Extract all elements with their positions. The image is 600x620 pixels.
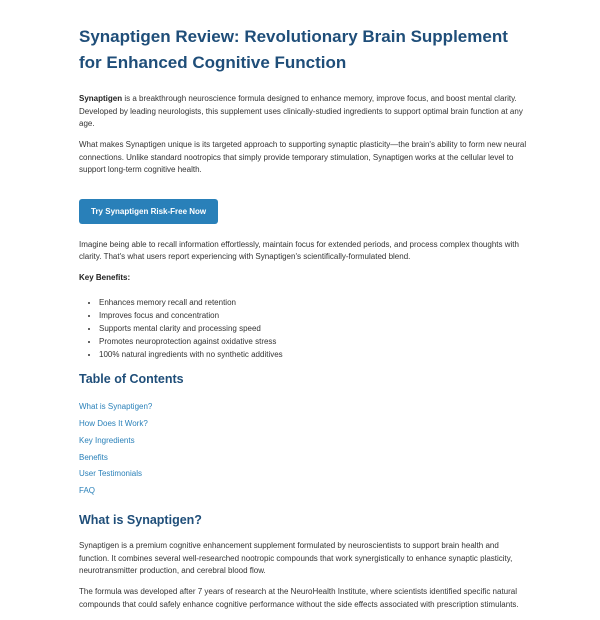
article xyxy=(79,24,527,620)
toc-item xyxy=(79,416,527,433)
what-is-heading: What is Synaptigen? xyxy=(79,513,202,528)
toc-link-ingredients[interactable]: Key Ingredients xyxy=(79,435,135,445)
intro-paragraph xyxy=(79,93,527,131)
table-of-contents xyxy=(79,399,527,500)
unique-paragraph: What makes Synaptigen unique is its targeted approach to supporting synaptic plasticity—the brain's ability to form new neural connections. Unlike standard nootropics that simply provide temporary stimulation, Synaptigen works at the cellular level to support long-term cognitive health. xyxy=(79,140,527,175)
intro-text: is a breakthrough neuroscience formula designed to enhance memory, improve focus, and boost mental clarity. Developed by leading neurologists, this supplement uses clinically-studied ingredients to support optimal brain function at any age. xyxy=(79,94,523,129)
try-risk-free-button[interactable]: Try Synaptigen Risk-Free Now xyxy=(79,199,218,224)
toc-item xyxy=(79,399,527,416)
brand-name: Synaptigen xyxy=(79,94,123,103)
toc-item xyxy=(79,466,527,483)
toc-link-how-it-works[interactable]: How Does It Work? xyxy=(79,419,148,429)
toc-item xyxy=(79,433,527,450)
toc-heading: Table of Contents xyxy=(79,372,184,387)
benefits-list xyxy=(79,296,527,361)
benefit-item: • Promotes neuroprotection against oxidative stress xyxy=(99,335,527,348)
toc-link-testimonials[interactable]: User Testimonials xyxy=(79,469,142,479)
toc-link-faq[interactable]: FAQ xyxy=(79,486,96,496)
benefits-heading: Key Benefits: xyxy=(79,273,131,283)
benefit-item: • 100% natural ingredients with no synthetic additives xyxy=(99,348,527,361)
toc-link-what-is[interactable]: What is Synaptigen? xyxy=(79,402,153,412)
toc-link-benefits[interactable]: Benefits xyxy=(79,452,108,462)
toc-item xyxy=(79,483,527,500)
what-is-paragraph-2: The formula was developed after 7 years of research at the NeuroHealth Institute, where scientists identified specific natural compounds that could safely enhance cognitive performance without the side effects associated with prescription stimulants. xyxy=(79,587,519,609)
benefit-item: • Enhances memory recall and retention xyxy=(99,296,527,309)
what-is-paragraph-1: Synaptigen is a premium cognitive enhancement supplement formulated by neuroscientists to support brain health and function. It combines several well-researched nootropic compounds that work synergistically to enhance synaptic plasticity, neurotransmitter production, and cerebral blood flow. xyxy=(79,541,513,576)
benefit-item: • Supports mental clarity and processing speed xyxy=(99,322,527,335)
imagine-paragraph: Imagine being able to recall information effortlessly, maintain focus for extended periods, and process complex thoughts with clarity. That's what users report experiencing with Synaptigen's scientifically-formulated blend. xyxy=(79,239,519,262)
page-title: Synaptigen Review: Revolutionary Brain Supplement for Enhanced Cognitive Function xyxy=(79,27,508,72)
toc-item xyxy=(79,450,527,467)
benefit-item: • Improves focus and concentration xyxy=(99,309,527,322)
